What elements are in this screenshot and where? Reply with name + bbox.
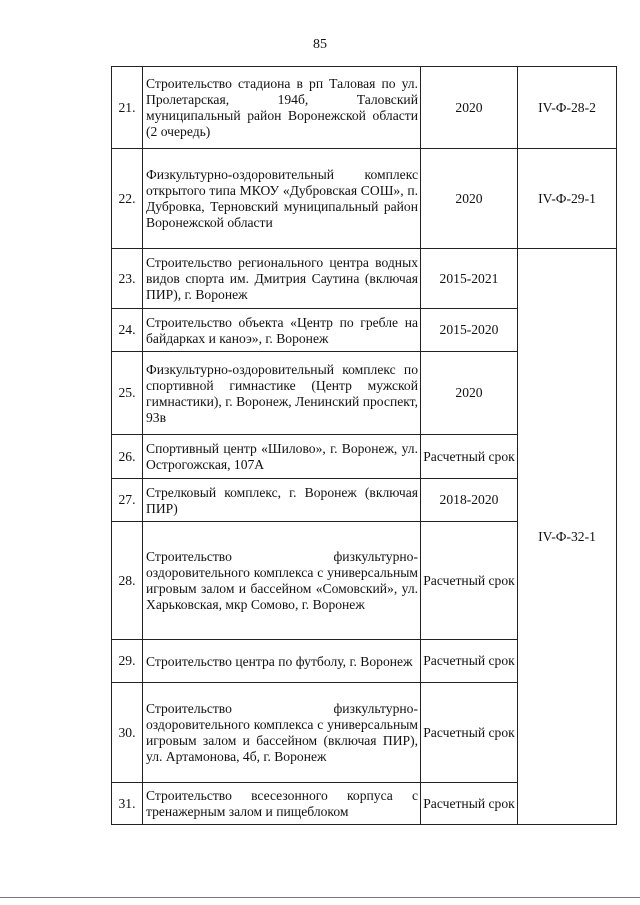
object-name: Строительство физкультурно-оздоровительного комплекса с универсальным игровым залом и бассейном (включая ПИР), ул. Артамонова, 4б, г. Воронеж xyxy=(143,683,421,783)
term-cell: Расчетный срок xyxy=(421,640,518,683)
term-cell: 2015-2020 xyxy=(421,309,518,352)
row-number: 22. xyxy=(112,149,143,249)
object-name: Физкультурно-оздоровительный комплекс открытого типа МКОУ «Дубровская СОШ», п. Дубровка, Терновский муниципальный район Воронежской области xyxy=(143,149,421,249)
row-number: 27. xyxy=(112,479,143,522)
row-number: 23. xyxy=(112,249,143,309)
object-name: Строительство центра по футболу, г. Воронеж xyxy=(143,640,421,683)
term-cell: 2020 xyxy=(421,352,518,435)
code-cell: IV-Ф-29-1 xyxy=(518,149,617,249)
term-cell: 2020 xyxy=(421,67,518,149)
page-bottom-rule xyxy=(0,897,640,898)
term-cell: 2018-2020 xyxy=(421,479,518,522)
term-cell: Расчетный срок xyxy=(421,435,518,479)
term-cell: 2020 xyxy=(421,149,518,249)
row-number: 30. xyxy=(112,683,143,783)
row-number: 26. xyxy=(112,435,143,479)
row-number: 29. xyxy=(112,640,143,683)
merged-code-cell: IV-Ф-32-1 xyxy=(518,249,617,825)
object-name: Стрелковый комплекс, г. Воронеж (включая ПИР) xyxy=(143,479,421,522)
table-row xyxy=(112,249,617,309)
object-name: Физкультурно-оздоровительный комплекс по спортивной гимнастике (Центр мужской гимнастики), г. Воронеж, Ленинский проспект, 93в xyxy=(143,352,421,435)
code-cell: IV-Ф-28-2 xyxy=(518,67,617,149)
term-cell: Расчетный срок xyxy=(421,683,518,783)
row-number: 28. xyxy=(112,522,143,640)
object-name: Строительство физкультурно-оздоровительного комплекса с универсальным игровым залом и бассейном «Сомовский», ул. Харьковская, мкр Сомово, г. Воронеж xyxy=(143,522,421,640)
object-name: Строительство стадиона в рп Таловая по ул. Пролетарская, 194б, Таловский муниципальный район Воронежской области (2 очередь) xyxy=(143,67,421,149)
object-name: Строительство объекта «Центр по гребле на байдарках и каноэ», г. Воронеж xyxy=(143,309,421,352)
object-name: Строительство регионального центра водных видов спорта им. Дмитрия Саутина (включая ПИР), г. Воронеж xyxy=(143,249,421,309)
term-cell: Расчетный срок xyxy=(421,783,518,825)
table-row xyxy=(112,149,617,249)
object-name: Спортивный центр «Шилово», г. Воронеж, ул. Острогожская, 107А xyxy=(143,435,421,479)
term-cell: 2015-2021 xyxy=(421,249,518,309)
row-number: 21. xyxy=(112,67,143,149)
table-row xyxy=(112,67,617,149)
page-number: 85 xyxy=(313,37,327,52)
object-name: Строительство всесезонного корпуса с тренажерным залом и пищеблоком xyxy=(143,783,421,825)
term-cell: Расчетный срок xyxy=(421,522,518,640)
objects-table xyxy=(111,66,617,825)
row-number: 24. xyxy=(112,309,143,352)
row-number: 31. xyxy=(112,783,143,825)
row-number: 25. xyxy=(112,352,143,435)
